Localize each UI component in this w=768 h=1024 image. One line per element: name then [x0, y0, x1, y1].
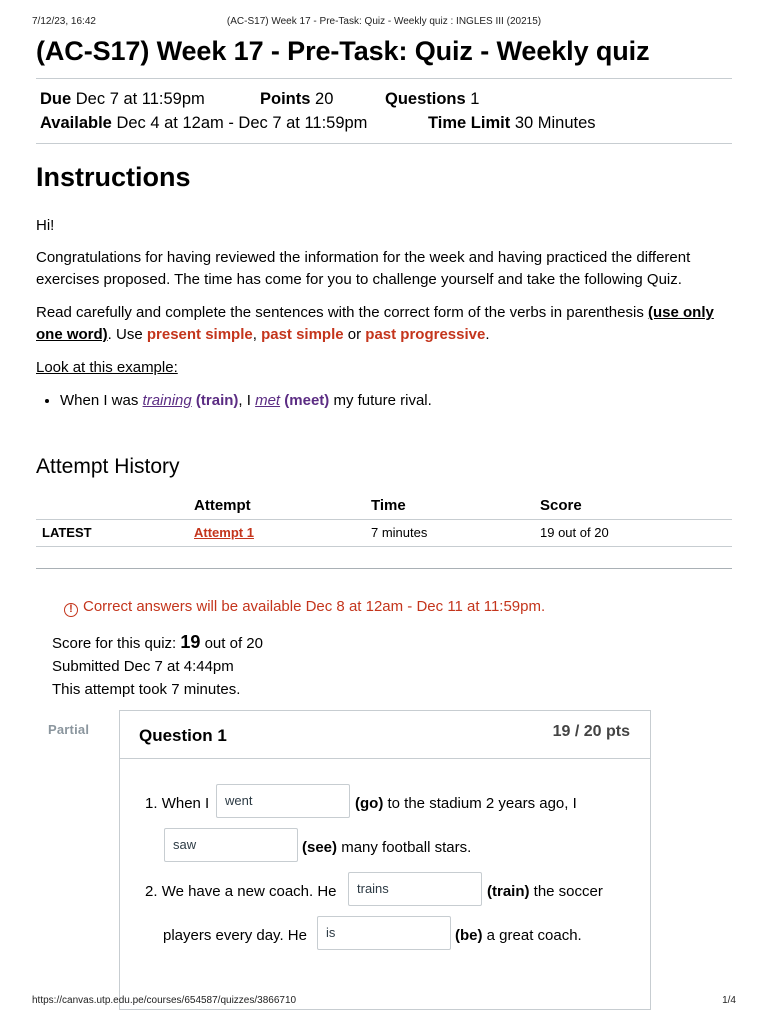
example-answer: met	[255, 392, 281, 409]
tense-present-simple: present simple	[146, 326, 253, 343]
attempt-time: 7 minutes	[371, 519, 540, 546]
print-page-number: 1/4	[722, 995, 736, 1006]
answer-field-saw[interactable]: saw	[164, 828, 298, 862]
item-number: 1.	[145, 795, 158, 812]
sentence-1-end	[302, 839, 471, 856]
partial-status-badge: Partial	[48, 722, 90, 737]
score-label: Score for this quiz:	[52, 635, 181, 652]
column-header: Score	[540, 497, 582, 515]
answer-field-went[interactable]: went	[216, 784, 350, 818]
due-value: Dec 7 at 11:59pm	[75, 90, 205, 108]
table-row	[36, 519, 732, 546]
instructions-heading: Instructions	[36, 162, 191, 192]
task-text: or	[343, 326, 366, 343]
task-text: Read carefully and complete the sentences with the correct form of the verbs in parenthesis	[36, 304, 648, 321]
sentence-text: We have a new coach. He	[161, 883, 337, 900]
verb-hint: (see)	[302, 839, 338, 856]
example-answer: training	[142, 392, 192, 409]
attempt-score: 19 out of 20	[540, 519, 732, 546]
latest-label: LATEST	[36, 519, 194, 546]
score-suffix: out of 20	[200, 635, 263, 652]
example-text: , I	[238, 392, 256, 409]
print-page-title: (AC-S17) Week 17 - Pre-Task: Quiz - Weekly quiz : INGLES III (20215)	[226, 16, 542, 27]
quiz-results	[36, 568, 732, 1024]
sentence-1-mid	[355, 795, 577, 812]
available-label: Available	[40, 114, 112, 132]
column-header	[36, 493, 194, 519]
tense-past-progressive: past progressive	[365, 326, 486, 343]
question-title: Question 1	[139, 726, 227, 745]
time-limit-label: Time Limit	[428, 114, 511, 132]
task-text: . Use	[107, 326, 147, 343]
answers-availability-notice	[64, 598, 545, 617]
question-points: 19 / 20 pts	[552, 723, 630, 740]
available-value: Dec 4 at 12am - Dec 7 at 11:59pm	[116, 114, 368, 132]
greeting: Hi!	[36, 217, 55, 234]
questions-value: 1	[470, 90, 480, 108]
one-word-note: (use only one word)	[36, 304, 714, 343]
tense-past-simple: past simple	[261, 326, 344, 343]
intro-paragraph: Congratulations for having reviewed the information for the week and having practiced the different exercises proposed. The time has come for you to challenge yourself and take the following Quiz.	[36, 249, 691, 288]
task-paragraph	[36, 302, 726, 346]
sentence-2-end	[455, 927, 582, 944]
points-label: Points	[260, 90, 311, 108]
print-url: https://canvas.utp.edu.pe/courses/654587/quizzes/3866710	[32, 995, 297, 1006]
warning-icon: !	[64, 603, 78, 617]
time-limit-value: 30 Minutes	[514, 114, 596, 132]
sentence-text: When I	[161, 795, 210, 812]
task-text: ,	[252, 326, 262, 343]
task-text: .	[485, 326, 490, 343]
sentence-text: many football stars.	[337, 839, 472, 856]
verb-hint: (train)	[487, 883, 530, 900]
question-card	[119, 710, 651, 1010]
sentence-text: a great coach.	[482, 927, 582, 944]
sentence-2-mid	[487, 883, 603, 900]
example-label: Look at this example:	[36, 359, 178, 376]
example-text: my future rival.	[329, 392, 432, 409]
divider	[36, 78, 732, 79]
example-item	[60, 392, 432, 409]
sentence-2-start	[145, 883, 337, 900]
due-label: Due	[40, 90, 72, 108]
item-number: 2.	[145, 883, 158, 900]
verb-hint: (be)	[455, 927, 483, 944]
answer-field-trains[interactable]: trains	[348, 872, 482, 906]
score-summary	[52, 631, 263, 701]
table-header-row	[36, 493, 732, 519]
print-header	[32, 16, 736, 30]
sentence-1-start	[145, 795, 209, 812]
score-value: 19	[180, 632, 201, 652]
question-header	[120, 711, 650, 759]
print-footer	[32, 995, 736, 1009]
notice-text: Correct answers will be available Dec 8 at 12am - Dec 11 at 11:59pm.	[83, 598, 546, 615]
verb-hint: (go)	[355, 795, 384, 812]
print-datetime: 7/12/23, 16:42	[32, 16, 96, 27]
column-header: Attempt	[194, 497, 251, 515]
sentence-2-cont: players every day. He	[163, 927, 307, 944]
sentence-text: the soccer	[529, 883, 603, 900]
attempt-history-table	[36, 493, 732, 547]
duration-line: This attempt took 7 minutes.	[52, 681, 241, 698]
example-verb: (train)	[195, 392, 239, 409]
points-value: 20	[315, 90, 334, 108]
example-verb: (meet)	[284, 392, 330, 409]
questions-label: Questions	[385, 90, 466, 108]
attempt-history-heading: Attempt History	[36, 455, 180, 478]
answer-field-is[interactable]: is	[317, 916, 451, 950]
score-line	[52, 631, 263, 655]
column-header: Time	[371, 497, 406, 515]
example-list	[60, 392, 432, 409]
page-title: (AC-S17) Week 17 - Pre-Task: Quiz - Weekly quiz	[36, 36, 650, 66]
example-text: When I was	[60, 392, 143, 409]
attempt-1-link[interactable]: Attempt 1	[194, 525, 254, 540]
submitted-line: Submitted Dec 7 at 4:44pm	[52, 658, 234, 675]
divider	[36, 143, 732, 144]
sentence-text: to the stadium 2 years ago, I	[383, 795, 577, 812]
